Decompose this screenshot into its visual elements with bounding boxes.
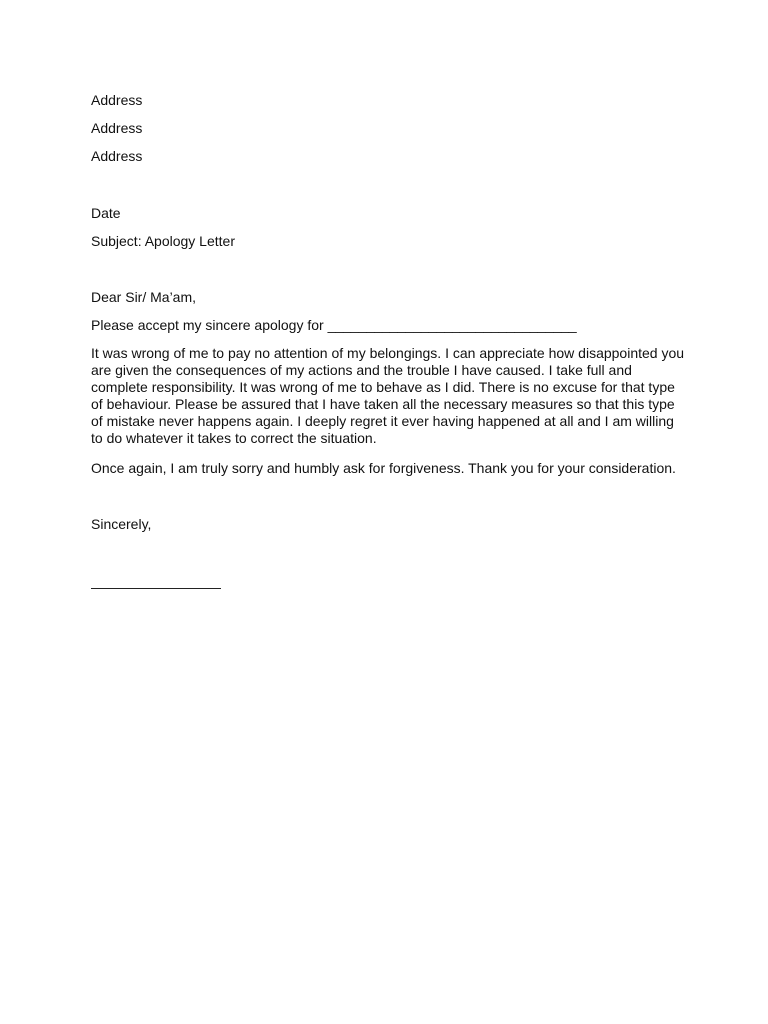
signature-line — [91, 588, 221, 589]
subject-line: Subject: Apology Letter — [91, 233, 235, 249]
body-line: of behaviour. Please be assured that I have taken all the necessary measures so that this type — [91, 396, 675, 412]
sign-off: Sincerely, — [91, 516, 152, 532]
date-line: Date — [91, 205, 121, 221]
salutation: Dear Sir/ Ma’am, — [91, 289, 197, 305]
body-line: to do whatever it takes to correct the situation. — [91, 430, 377, 446]
address-line-3: Address — [91, 148, 143, 164]
opening-sentence: Please accept my sincere apology for ________________________________ — [91, 317, 577, 333]
body-paragraph — [91, 345, 691, 447]
address-line-1: Address — [91, 92, 143, 108]
closing-paragraph: Once again, I am truly sorry and humbly ask for forgiveness. Thank you for your consideration. — [91, 460, 676, 476]
body-line: are given the consequences of my actions and the trouble I have caused. I take full and — [91, 362, 632, 378]
body-line: of mistake never happens again. I deeply regret it ever having happened at all and I am willing — [91, 413, 674, 429]
body-line: complete responsibility. It was wrong of me to behave as I did. There is no excuse for that type — [91, 379, 675, 395]
address-line-2: Address — [91, 120, 143, 136]
body-line: It was wrong of me to pay no attention of my belongings. I can appreciate how disappointed you — [91, 345, 685, 361]
